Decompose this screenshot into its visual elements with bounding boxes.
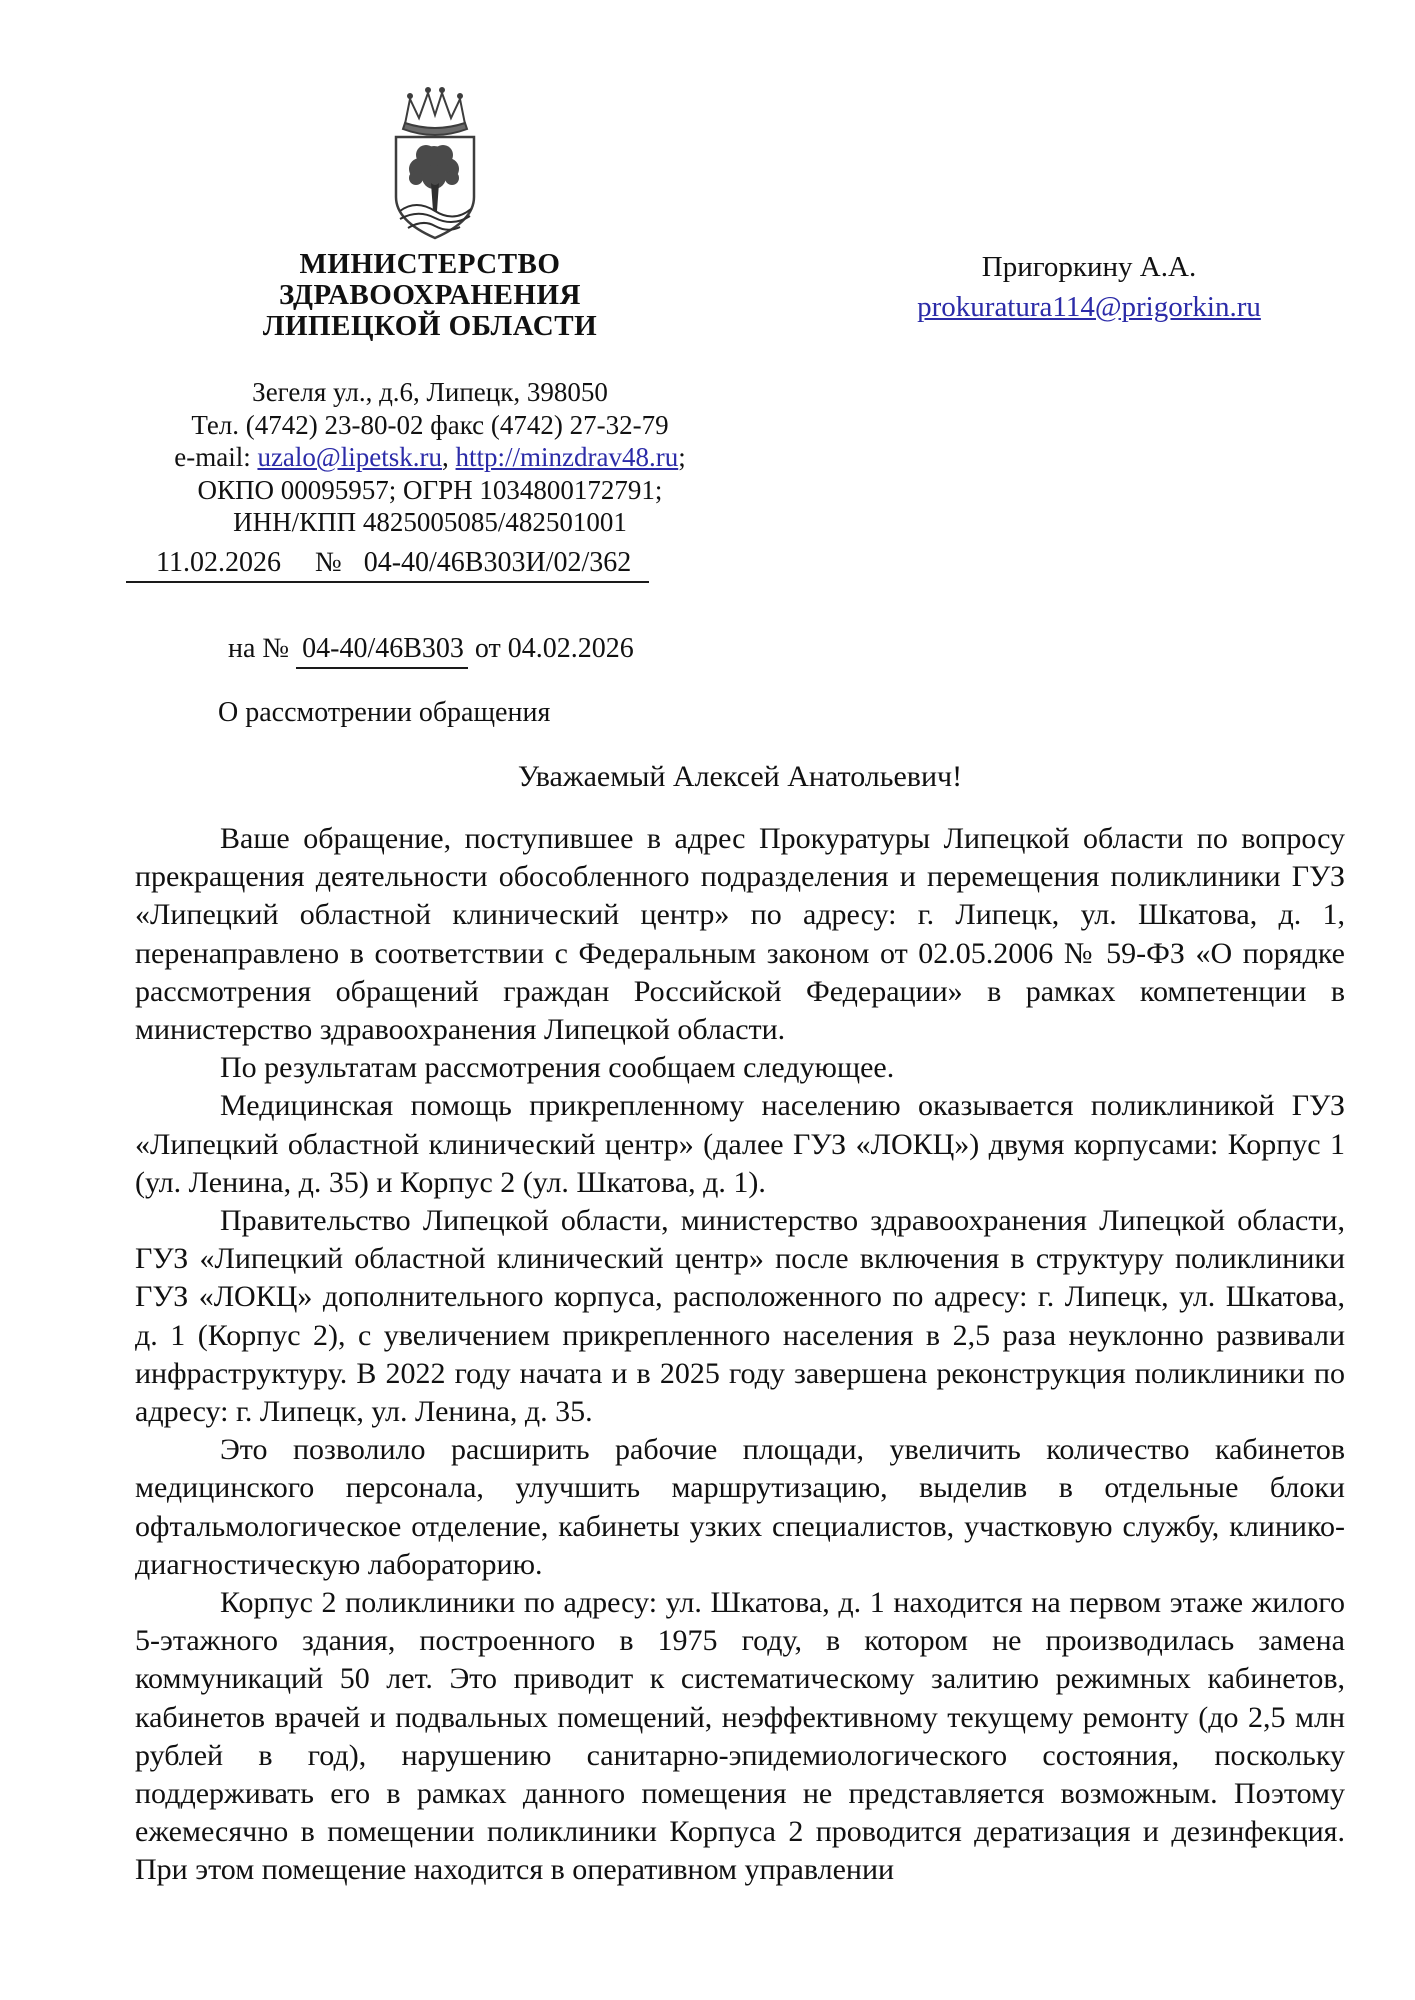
- outgoing-date-number-line: [126, 546, 649, 583]
- contact-email-line: [128, 441, 732, 474]
- outgoing-number: 04-40/46В303И/02/362: [348, 546, 650, 583]
- body-paragraph: Ваше обращение, поступившее в адрес Прокуратуры Липецкой области по вопросу прекращения деятельности обособленного подразделения и перемещения поликлиники ГУЗ «Липецкий областной клинический центр» по адресу: г. Липецк, ул. Шкатова, д. 1, перенаправлено в соответствии с Федеральным законом от 02.05.2006 № 59-ФЗ «О порядке рассмотрения обращений граждан Российской Федерации» в рамках компетенции в министерство здравоохранения Липецкой области.: [135, 822, 1345, 1047]
- subject-line: О рассмотрении обращения: [218, 697, 551, 728]
- org-website-link[interactable]: http://minzdrav48.ru: [455, 442, 679, 472]
- contact-phone: Тел. (4742) 23-80-02 факс (4742) 27-32-79: [191, 409, 669, 440]
- recipient-name: Пригоркину А.А.: [981, 251, 1197, 283]
- contact-inn-kpp: ИНН/КПП 4825005085/482501001: [233, 507, 627, 537]
- body-paragraph: Корпус 2 поликлиники по адресу: ул. Шкатова, д. 1 находится на первом этаже жилого 5-этажного здания, построенного в 1975 году, в котором не производилась замена коммуникаций 50 лет. Это приводит к систематическому залитию режимных кабинетов, кабинетов врачей и подвальных помещений, неэффективному текущему ремонту (до 2,5 млн рублей в год), нарушению санитарно-эпидемиологического состояния, поскольку поддерживать его в рамках данного помещения не представляется возможным. Поэтому ежемесячно в помещении поликлиники Корпуса 2 проводится дератизация и дезинфекция. При этом помещение находится в оперативном управлении: [135, 1586, 1345, 1887]
- org-name-line: ЗДРАВООХРАНЕНИЯ: [279, 279, 581, 311]
- body-paragraph: Медицинская помощь прикрепленному населению оказывается поликлиникой ГУЗ «Липецкий областной клинический центр» (далее ГУЗ «ЛОКЦ») двумя корпусами: Корпус 1 (ул. Ленина, д. 35) и Корпус 2 (ул. Шкатова, д. 1).: [135, 1089, 1345, 1199]
- lipetsk-coat-of-arms-icon: [378, 85, 482, 241]
- reference-date: от 04.02.2026: [474, 633, 634, 664]
- reference-number: 04-40/46В303: [296, 632, 468, 669]
- body-paragraph: Правительство Липецкой области, министерство здравоохранения Липецкой области, ГУЗ «Липецкий областной клинический центр» после включения в структуру поликлиники ГУЗ «ЛОКЦ» дополнительного корпуса, расположенного по адресу: г. Липецк, ул. Шкатова, д. 1 (Корпус 2), с увеличением прикрепленного населения в 2,5 раза неуклонно развивали инфраструктуру. В 2022 году начата и в 2025 году завершена реконструкция поликлиники по адресу: г. Липецк, ул. Ленина, д. 35.: [135, 1204, 1345, 1429]
- body-paragraph: По результатам рассмотрения сообщаем следующее.: [220, 1051, 895, 1085]
- email-separator: ,: [442, 442, 456, 472]
- outgoing-date: 11.02.2026: [126, 546, 307, 583]
- body-paragraph: Это позволило расширить рабочие площади, увеличить количество кабинетов медицинского персонала, улучшить маршрутизацию, выделив в отдельные блоки офтальмологическое отделение, кабинеты узких специалистов, участковую службу, клинико-диагностическую лабораторию.: [135, 1433, 1345, 1581]
- letterhead: [128, 85, 732, 539]
- letter-body: [135, 820, 1345, 1890]
- org-name: [128, 249, 732, 342]
- reference-line: [228, 632, 634, 669]
- recipient-email-link[interactable]: prokuratura114@prigorkin.ru: [917, 291, 1261, 323]
- contact-address: Зегеля ул., д.6, Липецк, 398050: [252, 377, 608, 407]
- org-name-line: ЛИПЕЦКОЙ ОБЛАСТИ: [262, 310, 598, 342]
- contact-okpo-ogrn: ОКПО 00095957; ОГРН 1034800172791;: [197, 474, 663, 505]
- contact-block: [128, 376, 732, 539]
- email-label: e-mail:: [174, 442, 258, 472]
- org-email-link[interactable]: uzalo@lipetsk.ru: [257, 442, 443, 472]
- salutation: Уважаемый Алексей Анатольевич!: [517, 760, 963, 793]
- reference-prefix: на №: [228, 633, 290, 664]
- number-sign: №: [307, 546, 348, 583]
- email-line-end: ;: [678, 442, 686, 472]
- org-name-line: МИНИСТЕРСТВО: [299, 248, 561, 280]
- recipient-block: [852, 247, 1326, 327]
